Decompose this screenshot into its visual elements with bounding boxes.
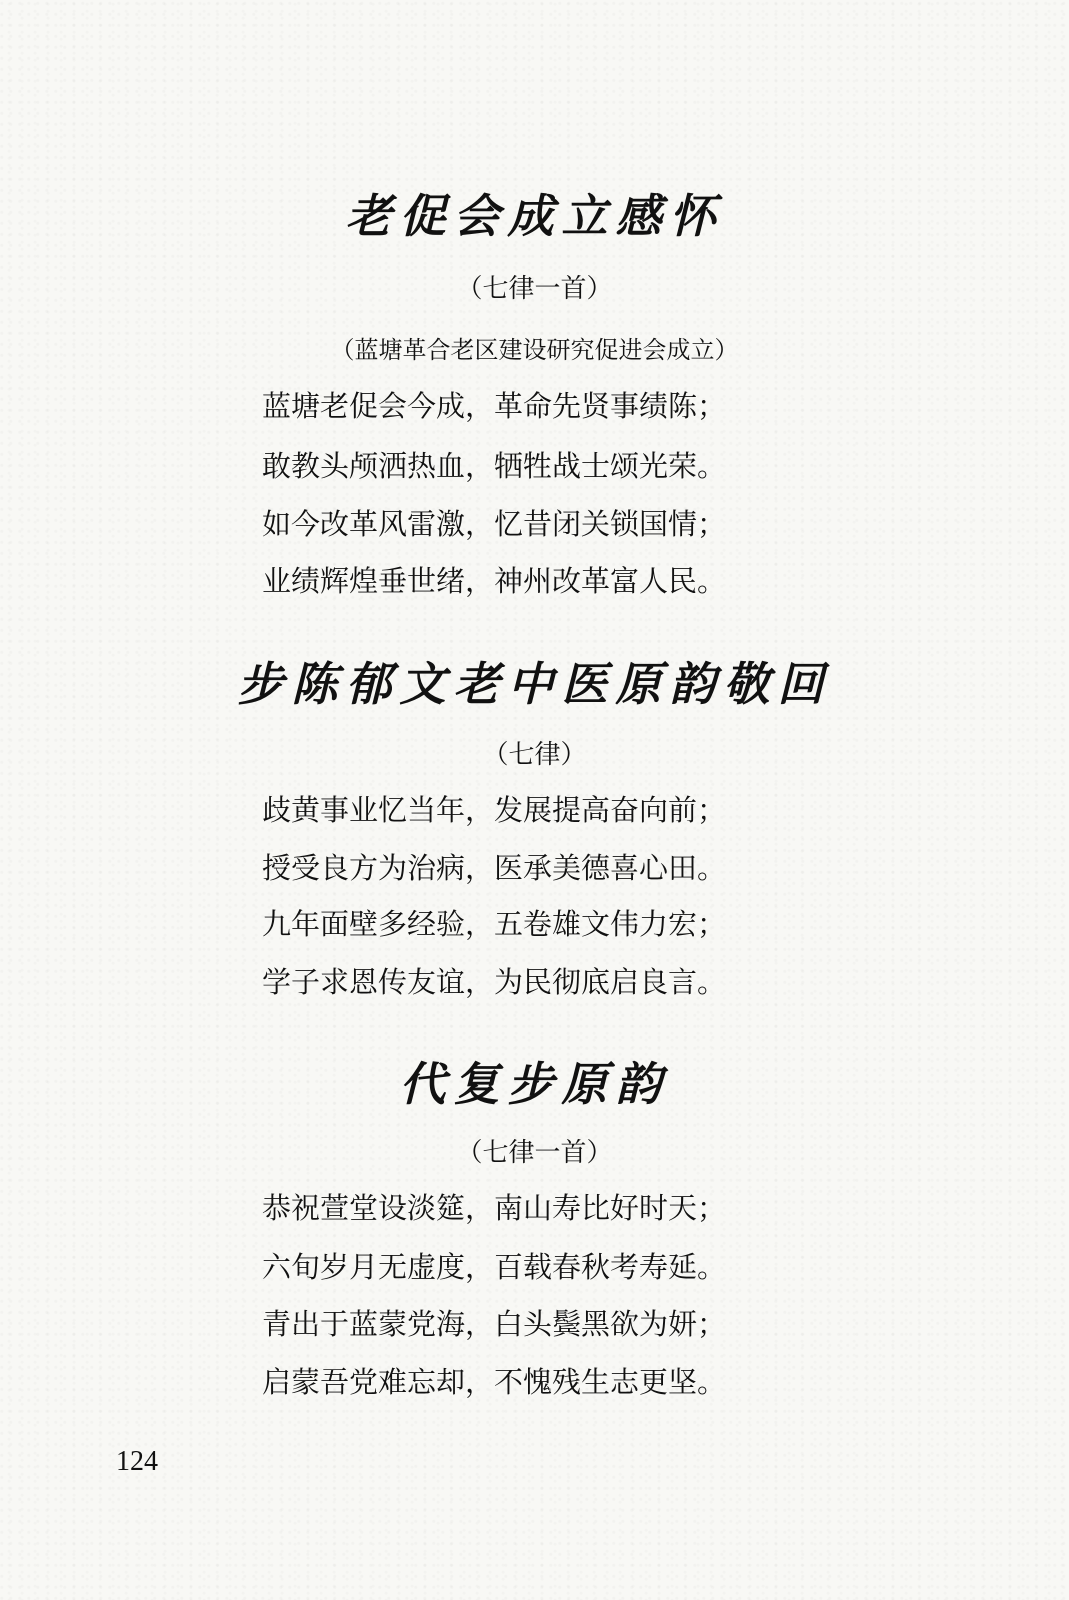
poem-title: 步陈郁文老中医原韵敬回 [237, 657, 832, 711]
poem-title: 代复步原韵 [399, 1057, 670, 1111]
poem-form: （七律一首） [456, 274, 613, 304]
poem-note: （蓝塘革合老区建设研究促进会成立） [330, 336, 739, 364]
verse-line: 如今改革风雷激，忆昔闭关锁国情； [262, 507, 727, 541]
poem-form: （七律） [482, 740, 587, 770]
verse-line: 九年面壁多经验，五卷雄文伟力宏； [262, 907, 727, 941]
verse-line: 歧黄事业忆当年，发展提高奋向前； [262, 793, 727, 827]
poem-form: （七律一首） [456, 1138, 613, 1168]
poem-title: 老促会成立感怀 [345, 189, 724, 243]
verse-line: 启蒙吾党难忘却，不愧残生志更坚。 [262, 1365, 727, 1399]
verse-line: 蓝塘老促会今成，革命先贤事绩陈； [262, 389, 727, 423]
verse-line: 授受良方为治病，医承美德喜心田。 [262, 851, 727, 885]
verse-line: 六旬岁月无虚度，百载春秋考寿延。 [262, 1250, 727, 1284]
verse-line: 业绩辉煌垂世绪，神州改革富人民。 [262, 564, 727, 598]
page-number: 124 [116, 1446, 158, 1477]
verse-line: 恭祝萱堂设淡筵，南山寿比好时天； [262, 1191, 727, 1225]
verse-line: 青出于蓝蒙党海，白头鬓黑欲为妍； [262, 1307, 727, 1341]
verse-line: 敢教头颅洒热血，牺牲战士颂光荣。 [262, 449, 727, 483]
verse-line: 学子求恩传友谊，为民彻底启良言。 [262, 965, 727, 999]
